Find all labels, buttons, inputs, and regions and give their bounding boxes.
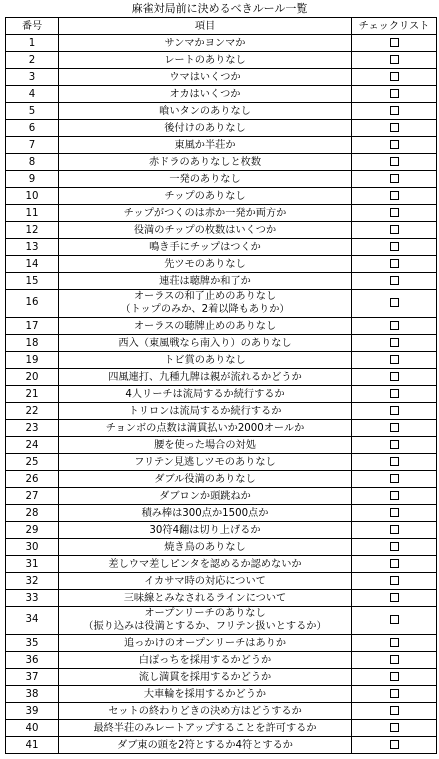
row-item <box>59 539 352 556</box>
table-row <box>6 352 437 369</box>
checkbox-icon[interactable] <box>390 457 399 466</box>
header-number: 番号 <box>6 18 59 35</box>
checkbox-icon[interactable] <box>390 389 399 398</box>
checkbox-icon[interactable] <box>390 406 399 415</box>
checkbox-icon[interactable] <box>390 474 399 483</box>
row-checklist <box>352 52 437 69</box>
row-checklist <box>352 454 437 471</box>
table-row <box>6 369 437 386</box>
table-row <box>6 454 437 471</box>
row-item-text: 役満のチップの枚数はいくつか <box>133 224 277 236</box>
checkbox-icon[interactable] <box>390 372 399 381</box>
row-number: 16 <box>6 290 59 318</box>
row-item <box>59 720 352 737</box>
table-row <box>6 471 437 488</box>
row-number: 23 <box>6 420 59 437</box>
checkbox-icon[interactable] <box>390 242 399 251</box>
row-checklist <box>352 86 437 103</box>
row-checklist <box>352 205 437 222</box>
row-number: 8 <box>6 154 59 171</box>
checkbox-icon[interactable] <box>390 123 399 132</box>
row-item-text: 西入（東風戦なら南入り）のありなし <box>118 337 292 349</box>
table-row <box>6 256 437 273</box>
row-item <box>59 488 352 505</box>
row-item <box>59 590 352 607</box>
checkbox-icon[interactable] <box>390 655 399 664</box>
row-number: 13 <box>6 239 59 256</box>
table-row <box>6 720 437 737</box>
row-checklist <box>352 669 437 686</box>
row-item-text: 四風連打、九種九牌は親が流れるかどうか <box>108 371 302 383</box>
row-item <box>59 703 352 720</box>
row-number: 37 <box>6 669 59 686</box>
row-item-text: 腰を使った場合の対処 <box>154 439 256 451</box>
checkbox-icon[interactable] <box>390 423 399 432</box>
row-number: 22 <box>6 403 59 420</box>
table-row <box>6 652 437 669</box>
row-item-text: 最終半荘のみレートアップすることを許可するか <box>93 722 317 734</box>
checkbox-icon[interactable] <box>390 740 399 749</box>
row-number: 10 <box>6 188 59 205</box>
row-item <box>59 635 352 652</box>
header-checklist: チェックリスト <box>352 18 437 35</box>
table-row <box>6 120 437 137</box>
checkbox-icon[interactable] <box>390 106 399 115</box>
table-row <box>6 137 437 154</box>
checkbox-icon[interactable] <box>390 576 399 585</box>
row-number: 35 <box>6 635 59 652</box>
row-number: 30 <box>6 539 59 556</box>
row-number: 20 <box>6 369 59 386</box>
table-row <box>6 86 437 103</box>
table-row <box>6 635 437 652</box>
row-item <box>59 120 352 137</box>
row-number: 3 <box>6 69 59 86</box>
row-checklist <box>352 239 437 256</box>
row-item-text: チップのありなし <box>164 190 246 202</box>
row-item <box>59 556 352 573</box>
table-row <box>6 539 437 556</box>
row-item-subtext: （振り込みは役満とするか、フリテン扱いとするか） <box>83 620 327 632</box>
table-body <box>6 35 437 754</box>
row-number: 38 <box>6 686 59 703</box>
row-number: 24 <box>6 437 59 454</box>
row-checklist <box>352 222 437 239</box>
checkbox-icon[interactable] <box>390 338 399 347</box>
row-item <box>59 86 352 103</box>
row-item <box>59 318 352 335</box>
row-item <box>59 686 352 703</box>
checkbox-icon[interactable] <box>390 593 399 602</box>
checkbox-icon[interactable] <box>390 225 399 234</box>
row-number: 28 <box>6 505 59 522</box>
row-item-text: オープンリーチのありなし <box>144 608 266 619</box>
row-item-subtext: （トップのみか、2着以降もありか） <box>120 303 290 315</box>
row-number: 12 <box>6 222 59 239</box>
row-checklist <box>352 103 437 120</box>
checkbox-icon[interactable] <box>390 89 399 98</box>
row-number: 25 <box>6 454 59 471</box>
table-row <box>6 188 437 205</box>
row-number: 2 <box>6 52 59 69</box>
row-item-text: 流し満貫を採用するかどうか <box>138 671 272 683</box>
sheet-title: 麻雀対局前に決めるべきルール一覧 <box>131 2 308 15</box>
row-item <box>59 239 352 256</box>
row-number: 33 <box>6 590 59 607</box>
checkbox-icon[interactable] <box>390 72 399 81</box>
row-item <box>59 103 352 120</box>
checkbox-icon[interactable] <box>390 259 399 268</box>
checkbox-icon[interactable] <box>390 298 399 307</box>
row-item-text: トリロンは流局するか続行するか <box>128 405 282 417</box>
row-item <box>59 273 352 290</box>
row-item <box>59 454 352 471</box>
row-number: 9 <box>6 171 59 188</box>
row-item-text: 追っかけのオープンリーチはありか <box>123 637 287 649</box>
row-item <box>59 403 352 420</box>
checkbox-icon[interactable] <box>390 321 399 330</box>
row-number: 21 <box>6 386 59 403</box>
row-item-text: トビ賞のありなし <box>164 354 246 366</box>
row-checklist <box>352 556 437 573</box>
row-number: 5 <box>6 103 59 120</box>
row-item <box>59 573 352 590</box>
row-item-text: オーラスの和了止めのありなし <box>133 291 277 302</box>
row-checklist <box>352 539 437 556</box>
row-checklist <box>352 188 437 205</box>
row-item-text: イカサマ時の対応について <box>144 575 266 587</box>
row-item <box>59 222 352 239</box>
row-item <box>59 35 352 52</box>
checkbox-icon[interactable] <box>390 559 399 568</box>
row-item <box>59 352 352 369</box>
table-row <box>6 556 437 573</box>
checkbox-icon[interactable] <box>390 508 399 517</box>
table-row <box>6 171 437 188</box>
row-checklist <box>352 703 437 720</box>
row-item-text: チョンボの点数は満貫払いか2000オールか <box>105 422 305 434</box>
table-row <box>6 103 437 120</box>
row-item-text: 後付けのありなし <box>164 122 246 134</box>
row-checklist <box>352 488 437 505</box>
row-checklist <box>352 256 437 273</box>
row-checklist <box>352 352 437 369</box>
row-item-text: 4人リーチは流局するか続行するか <box>125 388 285 400</box>
row-item <box>59 69 352 86</box>
row-item-text: 大車輪を採用するかどうか <box>143 688 267 700</box>
row-checklist <box>352 635 437 652</box>
row-number: 27 <box>6 488 59 505</box>
row-item-text: ダブ東の頭を2符とするか4符とするか <box>117 739 293 751</box>
row-item <box>59 188 352 205</box>
checkbox-icon[interactable] <box>390 440 399 449</box>
row-checklist <box>352 154 437 171</box>
checkbox-icon[interactable] <box>390 191 399 200</box>
row-item <box>59 471 352 488</box>
row-item-text: サンマかヨンマか <box>164 37 246 49</box>
row-item <box>59 205 352 222</box>
row-number: 32 <box>6 573 59 590</box>
row-item <box>59 522 352 539</box>
table-row <box>6 488 437 505</box>
rules-table <box>5 17 437 754</box>
row-item <box>59 256 352 273</box>
row-checklist <box>352 290 437 318</box>
checkbox-icon[interactable] <box>390 140 399 149</box>
row-checklist <box>352 420 437 437</box>
row-checklist <box>352 171 437 188</box>
checkbox-icon[interactable] <box>390 355 399 364</box>
row-checklist <box>352 522 437 539</box>
table-row <box>6 573 437 590</box>
row-number: 17 <box>6 318 59 335</box>
table-row <box>6 273 437 290</box>
row-item-text: セットの終わりどきの決め方はどうするか <box>108 705 302 717</box>
row-checklist <box>352 35 437 52</box>
row-item-text: チップがつくのは赤か一発か両方か <box>123 207 287 219</box>
row-item <box>59 335 352 352</box>
checkbox-icon[interactable] <box>390 38 399 47</box>
table-row <box>6 222 437 239</box>
checkbox-icon[interactable] <box>390 706 399 715</box>
row-number: 1 <box>6 35 59 52</box>
row-number: 19 <box>6 352 59 369</box>
table-row <box>6 590 437 607</box>
header-row <box>6 18 437 35</box>
row-item-text: オカはいくつか <box>169 88 241 100</box>
checkbox-icon[interactable] <box>390 55 399 64</box>
row-checklist <box>352 607 437 635</box>
checkbox-icon[interactable] <box>390 174 399 183</box>
table-row <box>6 386 437 403</box>
row-item <box>59 154 352 171</box>
table-row <box>6 52 437 69</box>
row-number: 34 <box>6 607 59 635</box>
table-row <box>6 239 437 256</box>
checkbox-icon[interactable] <box>390 157 399 166</box>
row-checklist <box>352 120 437 137</box>
row-item <box>59 505 352 522</box>
row-item <box>59 420 352 437</box>
row-checklist <box>352 590 437 607</box>
row-item-text: ダブロンか頭跳ねか <box>159 490 251 502</box>
table-row <box>6 737 437 754</box>
row-checklist <box>352 720 437 737</box>
checkbox-icon[interactable] <box>390 723 399 732</box>
row-item-text: 三味線とみなされるラインについて <box>123 592 287 604</box>
row-checklist <box>352 273 437 290</box>
table-row <box>6 35 437 52</box>
row-item-text: レートのありなし <box>164 54 246 66</box>
checkbox-icon[interactable] <box>390 689 399 698</box>
row-checklist <box>352 573 437 590</box>
row-number: 29 <box>6 522 59 539</box>
row-item <box>59 137 352 154</box>
table-row <box>6 703 437 720</box>
row-item-text: 赤ドラのありなしと枚数 <box>148 156 262 168</box>
row-checklist <box>352 437 437 454</box>
row-item-text: 焼き鳥のありなし <box>164 541 246 553</box>
table-row <box>6 318 437 335</box>
table-row <box>6 505 437 522</box>
row-number: 41 <box>6 737 59 754</box>
checkbox-icon[interactable] <box>390 208 399 217</box>
row-number: 40 <box>6 720 59 737</box>
row-number: 11 <box>6 205 59 222</box>
row-item-text: 東風か半荘か <box>174 139 236 151</box>
table-row <box>6 437 437 454</box>
row-item-text: ダブル役満のありなし <box>154 473 256 485</box>
table-row <box>6 522 437 539</box>
row-number: 7 <box>6 137 59 154</box>
row-number: 18 <box>6 335 59 352</box>
row-item <box>59 290 352 318</box>
table-row <box>6 69 437 86</box>
table-row <box>6 669 437 686</box>
row-item-text: 差しウマ差しピンタを認めるか認めないか <box>108 558 302 570</box>
row-item-text: 30符4翻は切り上げるか <box>149 524 261 536</box>
row-checklist <box>352 652 437 669</box>
checkbox-icon[interactable] <box>390 491 399 500</box>
row-item-text: 鳴き手にチップはつくか <box>149 241 261 253</box>
checkbox-icon[interactable] <box>390 542 399 551</box>
row-checklist <box>352 505 437 522</box>
row-number: 4 <box>6 86 59 103</box>
checkbox-icon[interactable] <box>390 276 399 285</box>
row-number: 26 <box>6 471 59 488</box>
header-item: 項目 <box>59 18 352 35</box>
row-checklist <box>352 69 437 86</box>
row-item <box>59 669 352 686</box>
row-number: 15 <box>6 273 59 290</box>
row-checklist <box>352 686 437 703</box>
table-row <box>6 403 437 420</box>
row-number: 14 <box>6 256 59 273</box>
checkbox-icon[interactable] <box>390 672 399 681</box>
row-item <box>59 52 352 69</box>
row-item <box>59 652 352 669</box>
row-checklist <box>352 403 437 420</box>
row-number: 39 <box>6 703 59 720</box>
checkbox-icon[interactable] <box>390 615 399 624</box>
row-item <box>59 737 352 754</box>
row-item <box>59 369 352 386</box>
row-number: 36 <box>6 652 59 669</box>
row-item-text: オーラスの聴牌止めのありなし <box>133 320 277 332</box>
row-number: 6 <box>6 120 59 137</box>
table-row <box>6 335 437 352</box>
row-checklist <box>352 335 437 352</box>
row-item-text: 先ツモのありなし <box>164 258 246 270</box>
table-row <box>6 607 437 635</box>
checkbox-icon[interactable] <box>390 525 399 534</box>
row-item-text: 連荘は聴牌か和了か <box>159 275 251 287</box>
row-checklist <box>352 369 437 386</box>
table-row <box>6 686 437 703</box>
row-checklist <box>352 471 437 488</box>
row-item <box>59 607 352 635</box>
row-item-text: 白ぽっちを採用するかどうか <box>138 654 272 666</box>
row-item-text: フリテン見逃しツモのありなし <box>134 456 276 468</box>
row-item <box>59 437 352 454</box>
row-item-text: 一発のありなし <box>169 173 241 185</box>
row-checklist <box>352 737 437 754</box>
table-row <box>6 420 437 437</box>
table-row <box>6 290 437 318</box>
row-item <box>59 386 352 403</box>
row-item-text: 喰いタンのありなし <box>159 105 251 117</box>
row-checklist <box>352 318 437 335</box>
row-checklist <box>352 386 437 403</box>
table-row <box>6 205 437 222</box>
row-item-text: ウマはいくつか <box>169 71 241 83</box>
row-checklist <box>352 137 437 154</box>
row-number: 31 <box>6 556 59 573</box>
table-row <box>6 154 437 171</box>
row-item-text: 積み棒は300点か1500点か <box>141 507 269 519</box>
checkbox-icon[interactable] <box>390 638 399 647</box>
row-item <box>59 171 352 188</box>
